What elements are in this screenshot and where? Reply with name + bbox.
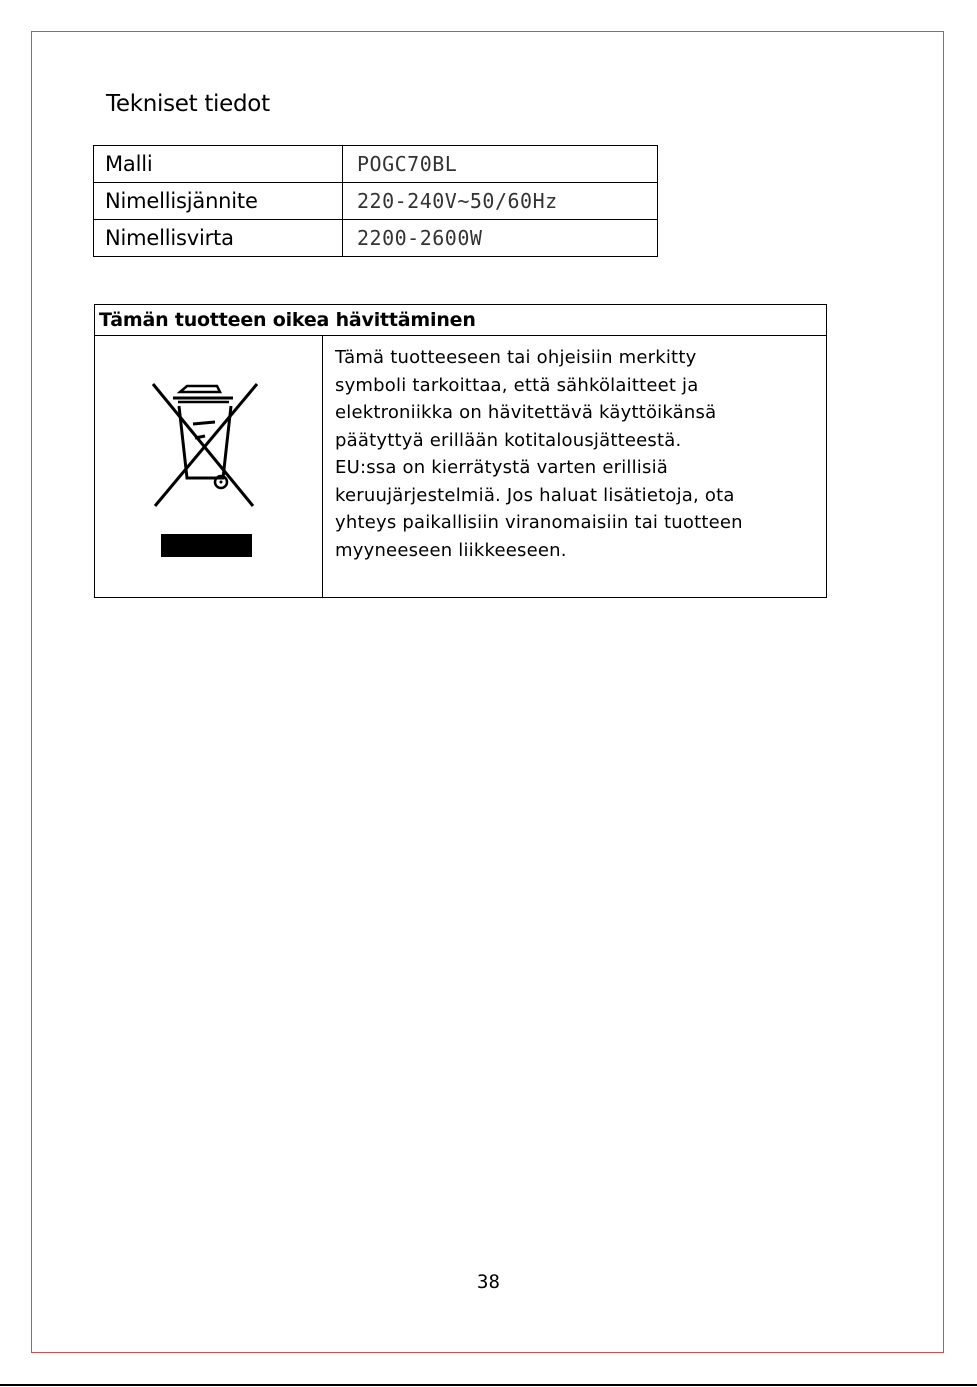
spec-label: Nimellisjännite — [94, 183, 343, 220]
spec-value: 220-240V~50/60Hz — [343, 183, 658, 220]
crossed-out-wheeled-bin-icon — [145, 378, 265, 568]
spec-value: POGC70BL — [343, 146, 658, 183]
technical-specs-table — [93, 145, 658, 257]
disposal-icon-cell — [95, 336, 323, 598]
disposal-title: Tämän tuotteen oikea hävittäminen — [95, 305, 827, 336]
page-number: 38 — [477, 1271, 500, 1293]
disposal-info-table — [94, 304, 827, 598]
spec-value: 2200-2600W — [343, 220, 658, 257]
disposal-text-cell — [323, 336, 827, 598]
table-row — [94, 183, 658, 220]
table-row — [94, 146, 658, 183]
disposal-description: Tämä tuotteeseen tai ohjeisiin merkitty symboli tarkoittaa, että sähkölaitteet ja elektroniikka on hävitettävä käyttöikänsä päätyttyä erillään kotitalousjätteestä. EU:ssa on kierrätystä varten erillisiä keruujärjestelmiä. Jos haluat lisätietoja, ota yhteys paikallisiin viranomaisiin tai tuotteen myyneeseen liikkeeseen. — [335, 347, 743, 561]
spec-label: Nimellisvirta — [94, 220, 343, 257]
spec-label: Malli — [94, 146, 343, 183]
table-row — [94, 220, 658, 257]
bottom-divider — [0, 1384, 977, 1386]
section-heading: Tekniset tiedot — [106, 91, 270, 117]
